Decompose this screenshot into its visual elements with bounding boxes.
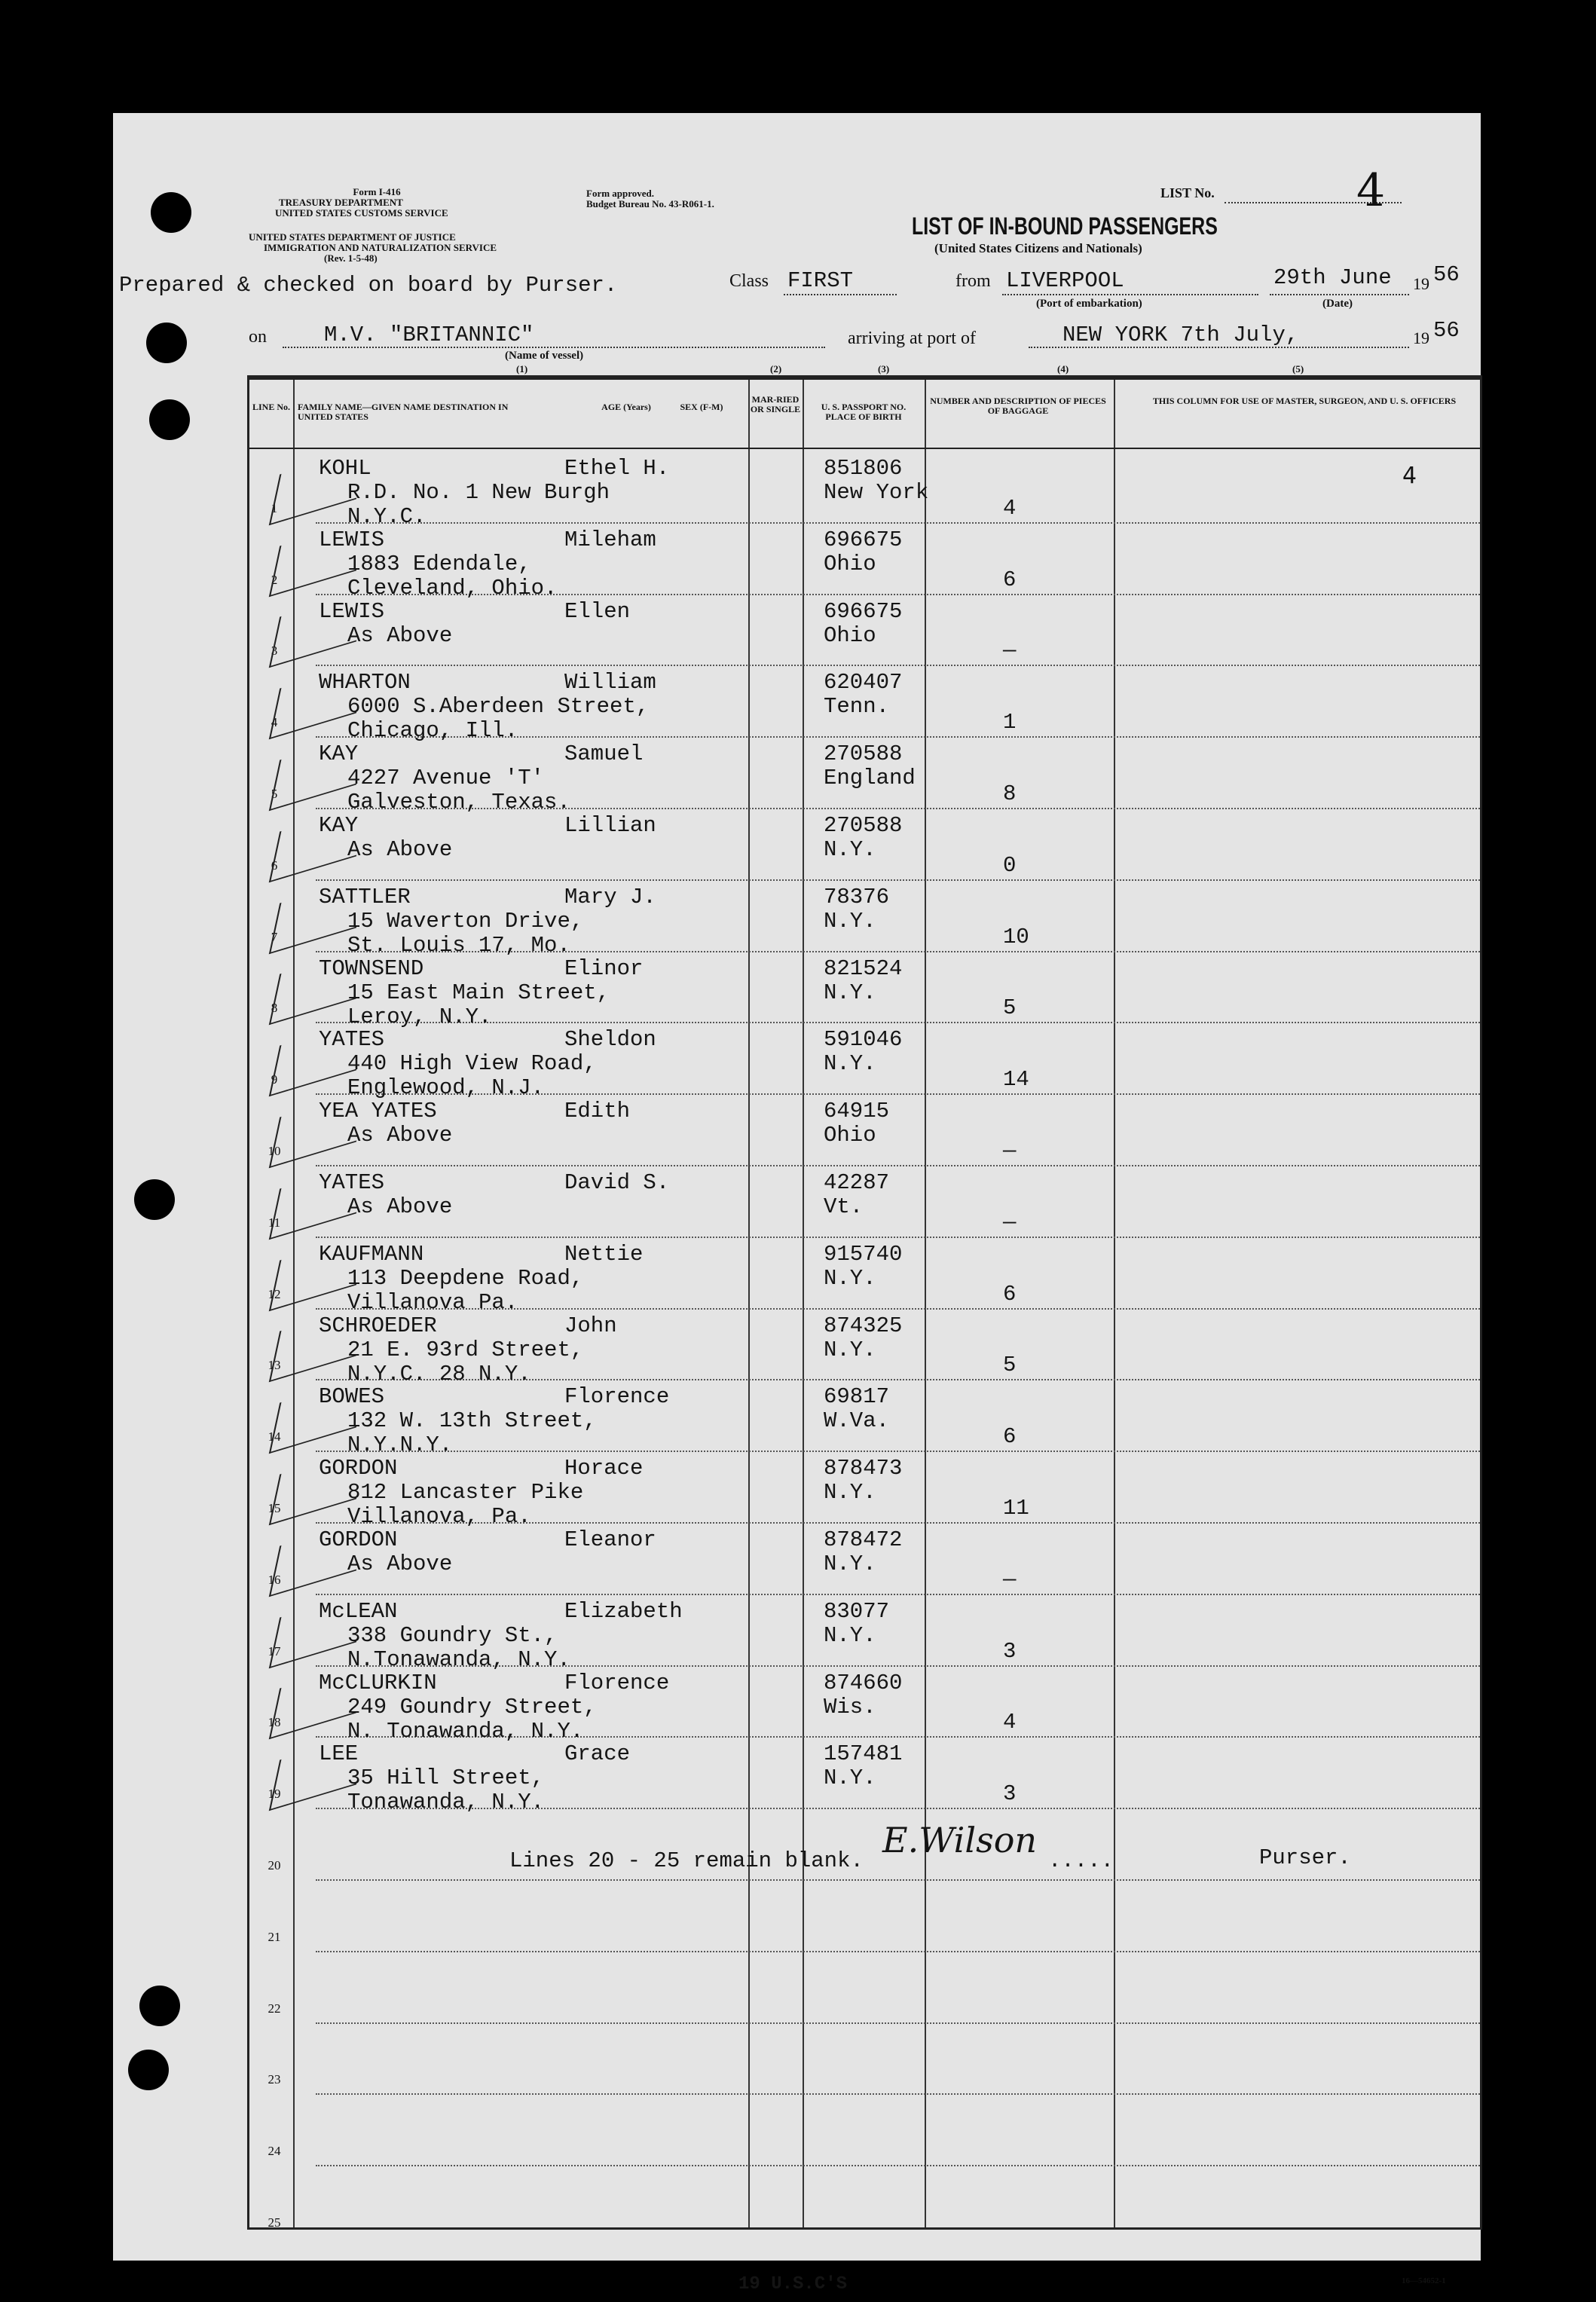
baggage-count: 5	[1003, 995, 1017, 1021]
table-row	[249, 1166, 1480, 1238]
address-line-1: 15 Waverton Drive,	[347, 908, 584, 934]
table-row	[249, 881, 1480, 958]
arrival-port: NEW YORK 7th July,	[1062, 323, 1299, 347]
form-title: LIST OF IN-BOUND PASSENGERS	[912, 212, 1218, 240]
passport-number: 270588	[824, 813, 903, 838]
address-line-2: Cleveland, Ohio.	[347, 575, 558, 601]
date-caption: (Date)	[1322, 298, 1353, 310]
line-number: 15	[268, 1500, 281, 1515]
address-line-1: 113 Deepdene Road,	[347, 1265, 584, 1291]
address-line-1: 21 E. 93rd Street,	[347, 1337, 584, 1362]
address-line-1: As Above	[347, 837, 453, 862]
address-line-1: As Above	[347, 1551, 453, 1576]
baggage-count: 3	[1003, 1781, 1017, 1807]
baggage-count: —	[1003, 1138, 1017, 1163]
signature-dots: .....	[1048, 1848, 1114, 1873]
baggage-count: 8	[1003, 781, 1017, 806]
line-number: 10	[268, 1143, 281, 1158]
address-line-2: N. Tonawanda, N.Y.	[347, 1718, 584, 1744]
given-name: Grace	[564, 1741, 631, 1767]
address-line-1: 812 Lancaster Pike	[347, 1480, 584, 1506]
line-number: 2	[271, 572, 278, 587]
col-num-4: (4)	[1057, 363, 1069, 374]
given-name: Eleanor	[564, 1527, 656, 1552]
table-row	[249, 1380, 1480, 1458]
place-of-birth: Ohio	[824, 551, 876, 576]
family-name: GORDON	[319, 1456, 398, 1481]
place-of-birth: Ohio	[824, 1123, 876, 1148]
from-label: from	[955, 271, 991, 291]
header-name: FAMILY NAME—GIVEN NAME DESTINATION IN UNITED STATES	[298, 402, 509, 422]
ins-service: IMMIGRATION AND NATURALIZATION SERVICE	[264, 242, 497, 253]
passport-number: 591046	[824, 1027, 903, 1053]
family-name: YATES	[319, 1170, 385, 1195]
family-name: LEWIS	[319, 527, 385, 552]
punch-hole	[134, 1179, 175, 1220]
table-row	[249, 452, 1480, 529]
given-name: William	[564, 670, 656, 695]
family-name: YATES	[319, 1027, 385, 1053]
line-number: 18	[268, 1715, 281, 1730]
place-of-birth: N.Y.	[824, 1480, 876, 1506]
line-number: 21	[268, 1929, 281, 1944]
customs-service: UNITED STATES CUSTOMS SERVICE	[275, 207, 448, 219]
form-sheet	[113, 113, 1481, 2294]
passenger-table	[247, 375, 1482, 2230]
address-line-2: N.Y.C. 28 N.Y.	[347, 1361, 531, 1386]
place-of-birth: N.Y.	[824, 1551, 876, 1576]
place-of-birth: N.Y.	[824, 1765, 876, 1791]
table-row	[249, 1238, 1480, 1315]
blank-row	[249, 2095, 1480, 2166]
line-number: 5	[271, 786, 278, 801]
form-subtitle: (United States Citizens and Nationals)	[934, 241, 1142, 255]
header-officers: THIS COLUMN FOR USE OF MASTER, SURGEON, AND U. S. OFFICERS	[1152, 396, 1457, 406]
family-name: YEA YATES	[319, 1099, 437, 1124]
on-label: on	[249, 327, 267, 347]
address-line-1: 15 East Main Street,	[347, 980, 610, 1005]
header-age: AGE (Years)	[601, 402, 651, 412]
address-line-1: As Above	[347, 1123, 453, 1148]
family-name: LEE	[319, 1741, 359, 1767]
col-num-3: (3)	[878, 363, 890, 374]
given-name: Mary J.	[564, 884, 656, 909]
passport-number: 851806	[824, 456, 903, 481]
budget-bureau: Budget Bureau No. 43-R061-1.	[586, 198, 714, 209]
baggage-count: 11	[1003, 1495, 1029, 1521]
line-number: 19	[268, 1787, 281, 1802]
address-line-1: R.D. No. 1 New Burgh	[347, 480, 610, 505]
col-num-5: (5)	[1292, 363, 1304, 374]
line-number: 17	[268, 1643, 281, 1658]
family-name: KOHL	[319, 456, 371, 481]
address-line-1: 338 Goundry St.,	[347, 1622, 558, 1648]
place-of-birth: Ohio	[824, 622, 876, 648]
line-number: 1	[271, 500, 278, 515]
passport-number: 878473	[824, 1456, 903, 1481]
baggage-count: 6	[1003, 1281, 1017, 1307]
given-name: Elizabeth	[564, 1598, 683, 1624]
baggage-count: 6	[1003, 567, 1017, 592]
blank-row	[249, 1881, 1480, 1952]
table-row	[249, 1595, 1480, 1672]
punch-hole	[146, 323, 187, 363]
place-of-birth: Wis.	[824, 1694, 876, 1720]
given-name: Ellen	[564, 598, 631, 624]
blank-row	[249, 1952, 1480, 2024]
line-number: 24	[268, 2144, 281, 2159]
passport-number: 620407	[824, 670, 903, 695]
given-name: Elinor	[564, 955, 644, 981]
header-baggage: NUMBER AND DESCRIPTION OF PIECES OF BAGGAGE	[930, 396, 1106, 416]
address-line-2: St. Louis 17, Mo.	[347, 932, 570, 958]
class-value: FIRST	[787, 268, 854, 293]
place-of-birth: N.Y.	[824, 1051, 876, 1077]
family-name: WHARTON	[319, 670, 411, 695]
revision: (Rev. 1-5-48)	[324, 252, 378, 264]
baggage-count: —	[1003, 638, 1017, 664]
line-number: 9	[271, 1072, 278, 1087]
punch-hole	[128, 2050, 169, 2090]
family-name: McLEAN	[319, 1598, 398, 1624]
year-prefix: 19	[1413, 274, 1429, 293]
given-name: Ethel H.	[564, 456, 670, 481]
passport-number: 69817	[824, 1384, 890, 1410]
header-sex: SEX (F-M)	[680, 402, 723, 412]
family-name: TOWNSEND	[319, 955, 424, 981]
place-of-birth: N.Y.	[824, 908, 876, 934]
given-name: Horace	[564, 1456, 644, 1481]
col-num-1: (1)	[516, 363, 528, 374]
place-of-birth: New York	[824, 480, 929, 505]
address-line-1: As Above	[347, 622, 453, 648]
table-row	[249, 1310, 1480, 1386]
passport-number: 821524	[824, 955, 903, 981]
line-number: 6	[271, 858, 278, 873]
line-number: 7	[271, 929, 278, 944]
form-code: 16—54652-1	[1402, 2276, 1446, 2285]
given-name: David S.	[564, 1170, 670, 1195]
table-row	[249, 1738, 1480, 1815]
baggage-count: 1	[1003, 710, 1017, 735]
baggage-count: 6	[1003, 1424, 1017, 1450]
place-of-birth: N.Y.	[824, 1265, 876, 1291]
form-number: Form I-416	[353, 186, 401, 197]
given-name: Florence	[564, 1384, 670, 1410]
closing-note: Lines 20 - 25 remain blank.	[509, 1848, 864, 1873]
line-number: 3	[271, 644, 278, 659]
form-approved: Form approved.	[586, 188, 655, 199]
given-name: Nettie	[564, 1241, 644, 1267]
table-row	[249, 738, 1480, 815]
passport-number: 270588	[824, 741, 903, 767]
family-name: McCLURKIN	[319, 1670, 437, 1695]
blank-row	[249, 1809, 1480, 1881]
table-row	[249, 1452, 1480, 1530]
address-line-2: N.Y.N.Y.	[347, 1432, 453, 1458]
address-line-2: Villanova Pa.	[347, 1289, 518, 1315]
address-line-2: Villanova, Pa.	[347, 1504, 531, 1530]
address-line-1: 4227 Avenue 'T'	[347, 766, 545, 791]
table-row	[249, 524, 1480, 601]
address-line-2: Englewood, N.J.	[347, 1075, 545, 1101]
passport-number: 878472	[824, 1527, 903, 1552]
vessel-caption: (Name of vessel)	[505, 350, 584, 362]
address-line-1: 35 Hill Street,	[347, 1765, 545, 1791]
place-of-birth: W.Va.	[824, 1408, 890, 1434]
baggage-count: —	[1003, 1209, 1017, 1235]
table-row	[249, 666, 1480, 744]
place-of-birth: N.Y.	[824, 1337, 876, 1362]
address-line-2: Galveston, Texas.	[347, 790, 570, 815]
table-row	[249, 595, 1480, 667]
given-name: Lillian	[564, 813, 656, 838]
family-name: KAY	[319, 741, 359, 767]
purser-label: Purser.	[1259, 1845, 1351, 1870]
class-label: Class	[729, 271, 769, 291]
punch-hole	[149, 399, 190, 440]
address-line-1: 132 W. 13th Street,	[347, 1408, 597, 1434]
passport-number: 42287	[824, 1170, 890, 1195]
address-line-2: Tonawanda, N.Y.	[347, 1790, 545, 1815]
family-name: SATTLER	[319, 884, 411, 909]
address-line-2: Leroy, N.Y.	[347, 1004, 492, 1029]
passport-number: 915740	[824, 1241, 903, 1267]
place-of-birth: England	[824, 766, 916, 791]
list-no-label: LIST No.	[1160, 185, 1215, 200]
baggage-count: 14	[1003, 1067, 1029, 1093]
blank-row	[249, 2024, 1480, 2096]
table-row	[249, 1023, 1480, 1101]
given-name: Samuel	[564, 741, 644, 767]
baggage-count: 4	[1003, 495, 1017, 521]
line-number: 22	[268, 2001, 281, 2016]
given-name: Mileham	[564, 527, 656, 552]
address-line-2: Chicago, Ill.	[347, 718, 518, 744]
baggage-count: 4	[1003, 1710, 1017, 1735]
line-number: 23	[268, 2072, 281, 2087]
line-number: 12	[268, 1286, 281, 1301]
passport-number: 64915	[824, 1099, 890, 1124]
line-number: 13	[268, 1358, 281, 1373]
year2-prefix: 19	[1413, 329, 1429, 347]
table-row	[249, 952, 1480, 1029]
passport-number: 78376	[824, 884, 890, 909]
table-row	[249, 1095, 1480, 1166]
vessel-name: M.V. "BRITANNIC"	[324, 323, 534, 347]
passport-number: 696675	[824, 598, 903, 624]
port-embark-caption: (Port of embarkation)	[1036, 298, 1142, 310]
line-number: 8	[271, 1001, 278, 1016]
table-row	[249, 1667, 1480, 1744]
passport-number: 696675	[824, 527, 903, 552]
from-port: LIVERPOOL	[1006, 268, 1124, 293]
place-of-birth: Tenn.	[824, 694, 890, 720]
family-name: KAUFMANN	[319, 1241, 424, 1267]
passport-number: 874325	[824, 1313, 903, 1338]
passport-number: 83077	[824, 1598, 890, 1624]
line-number: 11	[268, 1215, 281, 1230]
passport-number: 874660	[824, 1670, 903, 1695]
given-name: John	[564, 1313, 617, 1338]
list-number: 4	[1356, 164, 1386, 217]
address-line-1: 6000 S.Aberdeen Street,	[347, 694, 650, 720]
given-name: Sheldon	[564, 1027, 656, 1053]
place-of-birth: N.Y.	[824, 1622, 876, 1648]
address-line-1: As Above	[347, 1194, 453, 1219]
place-of-birth: N.Y.	[824, 837, 876, 862]
passport-number: 157481	[824, 1741, 903, 1767]
family-name: LEWIS	[319, 598, 385, 624]
date-value: 29th June	[1273, 265, 1392, 290]
place-of-birth: N.Y.	[824, 980, 876, 1005]
baggage-count: 3	[1003, 1638, 1017, 1664]
line-number: 20	[268, 1857, 281, 1872]
arriving-label: arriving at port of	[848, 329, 976, 348]
family-name: GORDON	[319, 1527, 398, 1552]
col-num-2: (2)	[770, 363, 782, 374]
line-number: 14	[268, 1429, 281, 1444]
header-married: MAR-RIED OR SINGLE	[750, 394, 801, 414]
line-number: 16	[268, 1572, 281, 1587]
given-name: Edith	[564, 1099, 631, 1124]
purser-signature: E.Wilson	[882, 1819, 1038, 1860]
address-line-2: N.Tonawanda, N.Y.	[347, 1646, 570, 1672]
year2-value: 56	[1433, 318, 1460, 343]
line-number: 25	[268, 2215, 281, 2230]
margin-note: 4	[1402, 463, 1417, 489]
justice-dept: UNITED STATES DEPARTMENT OF JUSTICE	[249, 231, 456, 243]
given-name: Florence	[564, 1670, 670, 1695]
treasury-dept: TREASURY DEPARTMENT	[279, 197, 403, 208]
baggage-count: —	[1003, 1567, 1017, 1592]
header-line-no: LINE No.	[252, 402, 290, 412]
table-row	[249, 1524, 1480, 1595]
blank-row	[249, 2166, 1480, 2238]
footer-note: 19 U.S.C'S	[738, 2274, 848, 2294]
table-row	[249, 809, 1480, 881]
address-line-1: 249 Goundry Street,	[347, 1694, 597, 1720]
baggage-count: 5	[1003, 1353, 1017, 1378]
prepared-note: Prepared & checked on board by Purser.	[119, 273, 618, 298]
punch-hole	[139, 1986, 180, 2026]
header-passport: U. S. PASSPORT NO. PLACE OF BIRTH	[821, 402, 907, 422]
baggage-count: 0	[1003, 852, 1017, 878]
family-name: SCHROEDER	[319, 1313, 437, 1338]
place-of-birth: Vt.	[824, 1194, 864, 1219]
year-value: 56	[1433, 262, 1460, 287]
family-name: KAY	[319, 813, 359, 838]
baggage-count: 10	[1003, 924, 1029, 949]
address-line-1: 440 High View Road,	[347, 1051, 597, 1077]
family-name: BOWES	[319, 1384, 385, 1410]
address-line-2: N.Y.C.	[347, 504, 427, 529]
address-line-1: 1883 Edendale,	[347, 551, 531, 576]
punch-hole	[151, 192, 191, 233]
line-number: 4	[271, 715, 278, 730]
